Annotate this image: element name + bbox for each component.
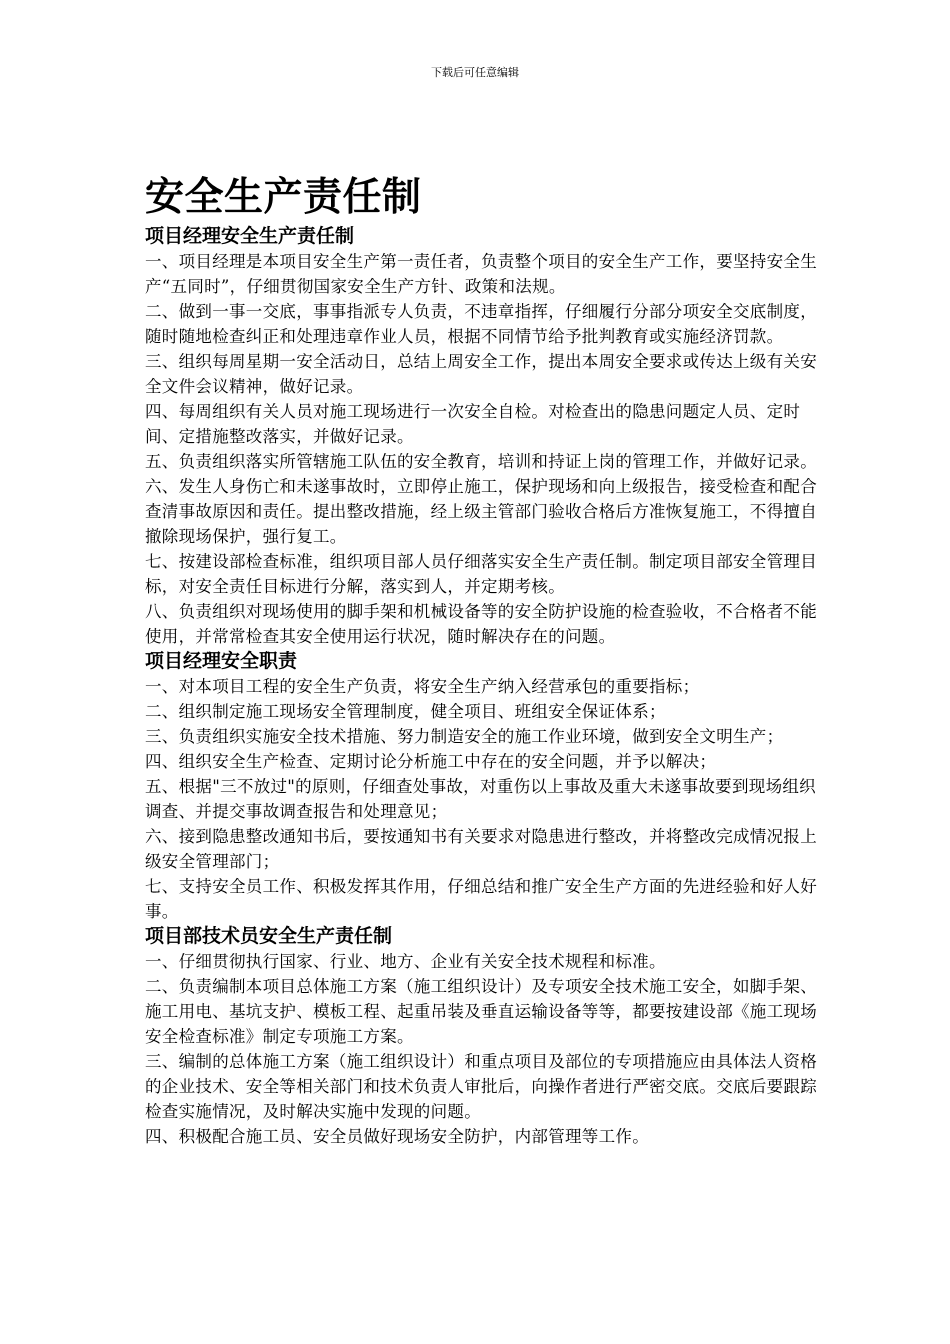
document-title: 安全生产责任制 bbox=[145, 175, 422, 220]
paragraph: 二、负责编制本项目总体施工方案（施工组织设计）及专项安全技术施工安全，如脚手架、施工用电、基坑支护、模板工程、起重吊装及垂直运输设备等等，都要按建设部《施工现场安全检查标准》制定专项施工方案。 bbox=[145, 977, 817, 1046]
paragraph: 七、支持安全员工作、积极发挥其作用，仔细总结和推广安全生产方面的先进经验和好人好事。 bbox=[145, 877, 817, 921]
paragraph: 六、接到隐患整改通知书后，要按通知书有关要求对隐患进行整改，并将整改完成情况报上级安全管理部门； bbox=[145, 827, 817, 871]
paragraph: 一、项目经理是本项目安全生产第一责任者，负责整个项目的安全生产工作，要坚持安全生产“五同时”，仔细贯彻国家安全生产方针、政策和法规。 bbox=[145, 252, 817, 296]
paragraph: 三、编制的总体施工方案（施工组织设计）和重点项目及部位的专项措施应由具体法人资格的企业技术、安全等相关部门和技术负责人审批后，向操作者进行严密交底。交底后要跟踪检查实施情况，及时解决实施中发现的问题。 bbox=[145, 1052, 817, 1121]
paragraph: 四、每周组织有关人员对施工现场进行一次安全自检。对检查出的隐患问题定人员、定时间、定措施整改落实，并做好记录。 bbox=[145, 402, 801, 446]
paragraph: 三、负责组织实施安全技术措施、努力制造安全的施工作业环境，做到安全文明生产； bbox=[145, 727, 784, 746]
paragraph: 三、组织每周星期一安全活动日，总结上周安全工作，提出本周安全要求或传达上级有关安全文件会议精神，做好记录。 bbox=[145, 352, 817, 396]
paragraph: 五、负责组织落实所管辖施工队伍的安全教育，培训和持证上岗的管理工作，并做好记录。 bbox=[145, 452, 817, 471]
paragraph: 一、仔细贯彻执行国家、行业、地方、企业有关安全技术规程和标准。 bbox=[145, 952, 666, 971]
section-title-technician-responsibility: 项目部技术员安全生产责任制 bbox=[145, 925, 393, 947]
paragraph: 一、对本项目工程的安全生产负责，将安全生产纳入经营承包的重要指标； bbox=[145, 677, 700, 696]
paragraph: 五、根据"三不放过"的原则，仔细查处事故，对重伤以上事故及重大未遂事故要到现场组织调查、并提交事故调查报告和处理意见； bbox=[145, 777, 816, 821]
paragraph: 八、负责组织对现场使用的脚手架和机械设备等的安全防护设施的检查验收，不合格者不能使用，并常常检查其安全使用运行状况，随时解决存在的问题。 bbox=[145, 602, 817, 646]
section-title-pm-responsibility: 项目经理安全生产责任制 bbox=[145, 225, 355, 247]
paragraph: 四、组织安全生产检查、定期讨论分析施工中存在的安全问题，并予以解决； bbox=[145, 752, 717, 771]
page-header: 下载后可任意编辑 bbox=[431, 66, 519, 79]
section-title-pm-duties: 项目经理安全职责 bbox=[145, 650, 298, 672]
paragraph: 七、按建设部检查标准，组织项目部人员仔细落实安全生产责任制。制定项目部安全管理目标，对安全责任目标进行分解，落实到人，并定期考核。 bbox=[145, 552, 817, 596]
paragraph: 六、发生人身伤亡和未遂事故时，立即停止施工，保护现场和向上级报告，接受检查和配合查清事故原因和责任。提出整改措施，经上级主管部门验收合格后方准恢复施工，不得擅自撤除现场保护，强行复工。 bbox=[145, 477, 817, 546]
paragraph: 二、做到一事一交底，事事指派专人负责，不违章指挥，仔细履行分部分项安全交底制度，随时随地检查纠正和处理违章作业人员，根据不同情节给予批判教育或实施经济罚款。 bbox=[145, 302, 817, 346]
document-body bbox=[145, 172, 825, 1149]
paragraph: 二、组织制定施工现场安全管理制度，健全项目、班组安全保证体系； bbox=[145, 702, 666, 721]
paragraph: 四、积极配合施工员、安全员做好现场安全防护，内部管理等工作。 bbox=[145, 1127, 649, 1146]
